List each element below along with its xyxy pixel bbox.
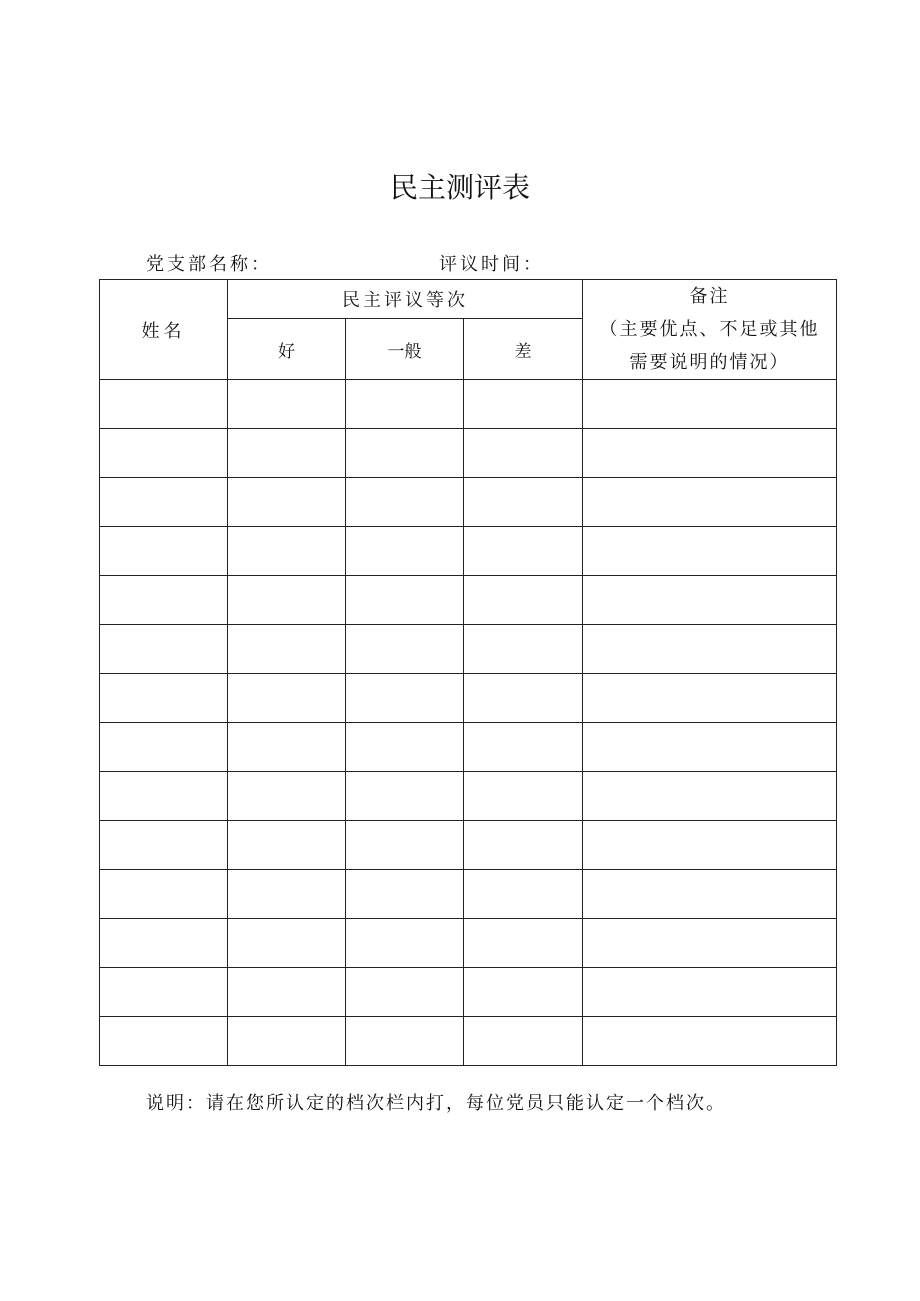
cell-name[interactable] (100, 870, 228, 919)
table-row (100, 870, 837, 919)
cell-poor[interactable] (464, 968, 583, 1017)
cell-good[interactable] (228, 919, 346, 968)
cell-remark[interactable] (583, 723, 837, 772)
table-body (100, 380, 837, 1066)
table-row (100, 527, 837, 576)
cell-good[interactable] (228, 772, 346, 821)
cell-name[interactable] (100, 1017, 228, 1066)
cell-poor[interactable] (464, 478, 583, 527)
header-grade-poor: 差 (464, 319, 583, 380)
table-row (100, 380, 837, 429)
cell-good[interactable] (228, 478, 346, 527)
cell-remark[interactable] (583, 527, 837, 576)
header-remark-line2: 需要说明的情况） (629, 352, 790, 373)
cell-good[interactable] (228, 870, 346, 919)
cell-remark[interactable] (583, 919, 837, 968)
table-row (100, 625, 837, 674)
header-grade-average: 一般 (346, 319, 464, 380)
cell-poor[interactable] (464, 1017, 583, 1066)
cell-average[interactable] (346, 870, 464, 919)
instruction-note: 说明：请在您所认定的档次栏内打，每位党员只能认定一个档次。 (146, 1093, 726, 1114)
header-grade-group: 民主评议等次 (228, 280, 583, 319)
table-row (100, 478, 837, 527)
page-title: 民主测评表 (389, 171, 530, 204)
evaluation-time-label: 评议时间： (439, 254, 544, 275)
cell-poor[interactable] (464, 870, 583, 919)
cell-average[interactable] (346, 772, 464, 821)
cell-remark[interactable] (583, 968, 837, 1017)
cell-poor[interactable] (464, 380, 583, 429)
cell-name[interactable] (100, 968, 228, 1017)
cell-good[interactable] (228, 429, 346, 478)
cell-name[interactable] (100, 674, 228, 723)
cell-remark[interactable] (583, 380, 837, 429)
cell-poor[interactable] (464, 625, 583, 674)
cell-remark[interactable] (583, 772, 837, 821)
cell-poor[interactable] (464, 821, 583, 870)
cell-name[interactable] (100, 772, 228, 821)
cell-poor[interactable] (464, 919, 583, 968)
cell-name[interactable] (100, 625, 228, 674)
cell-name[interactable] (100, 527, 228, 576)
header-remark-title: 备注 (689, 286, 730, 307)
cell-good[interactable] (228, 1017, 346, 1066)
cell-good[interactable] (228, 576, 346, 625)
cell-name[interactable] (100, 429, 228, 478)
cell-remark[interactable] (583, 1017, 837, 1066)
cell-good[interactable] (228, 625, 346, 674)
table-row (100, 429, 837, 478)
cell-good[interactable] (228, 527, 346, 576)
cell-poor[interactable] (464, 723, 583, 772)
cell-average[interactable] (346, 1017, 464, 1066)
evaluation-table (99, 279, 837, 1066)
cell-poor[interactable] (464, 576, 583, 625)
table-row (100, 674, 837, 723)
cell-average[interactable] (346, 919, 464, 968)
cell-average[interactable] (346, 380, 464, 429)
cell-name[interactable] (100, 576, 228, 625)
cell-poor[interactable] (464, 674, 583, 723)
cell-remark[interactable] (583, 625, 837, 674)
cell-poor[interactable] (464, 429, 583, 478)
cell-remark[interactable] (583, 576, 837, 625)
cell-name[interactable] (100, 478, 228, 527)
cell-remark[interactable] (583, 821, 837, 870)
cell-average[interactable] (346, 625, 464, 674)
cell-good[interactable] (228, 821, 346, 870)
header-grade-good: 好 (228, 319, 346, 380)
table-row (100, 723, 837, 772)
branch-name-label: 党支部名称： (146, 254, 272, 275)
table-row (100, 821, 837, 870)
cell-average[interactable] (346, 478, 464, 527)
header-name: 姓名 (100, 280, 228, 380)
cell-remark[interactable] (583, 429, 837, 478)
cell-name[interactable] (100, 380, 228, 429)
table-row (100, 919, 837, 968)
header-remark-line1: （主要优点、不足或其他 (599, 319, 820, 340)
cell-name[interactable] (100, 919, 228, 968)
cell-average[interactable] (346, 821, 464, 870)
cell-average[interactable] (346, 576, 464, 625)
table-row (100, 576, 837, 625)
cell-average[interactable] (346, 723, 464, 772)
table-row (100, 772, 837, 821)
cell-good[interactable] (228, 723, 346, 772)
cell-good[interactable] (228, 674, 346, 723)
cell-remark[interactable] (583, 870, 837, 919)
cell-remark[interactable] (583, 478, 837, 527)
table-header (100, 280, 837, 380)
cell-good[interactable] (228, 380, 346, 429)
cell-average[interactable] (346, 674, 464, 723)
cell-average[interactable] (346, 429, 464, 478)
cell-good[interactable] (228, 968, 346, 1017)
cell-poor[interactable] (464, 527, 583, 576)
cell-poor[interactable] (464, 772, 583, 821)
cell-name[interactable] (100, 723, 228, 772)
cell-average[interactable] (346, 527, 464, 576)
table-row (100, 1017, 837, 1066)
header-remark (583, 280, 837, 380)
cell-name[interactable] (100, 821, 228, 870)
cell-average[interactable] (346, 968, 464, 1017)
cell-remark[interactable] (583, 674, 837, 723)
table-row (100, 968, 837, 1017)
